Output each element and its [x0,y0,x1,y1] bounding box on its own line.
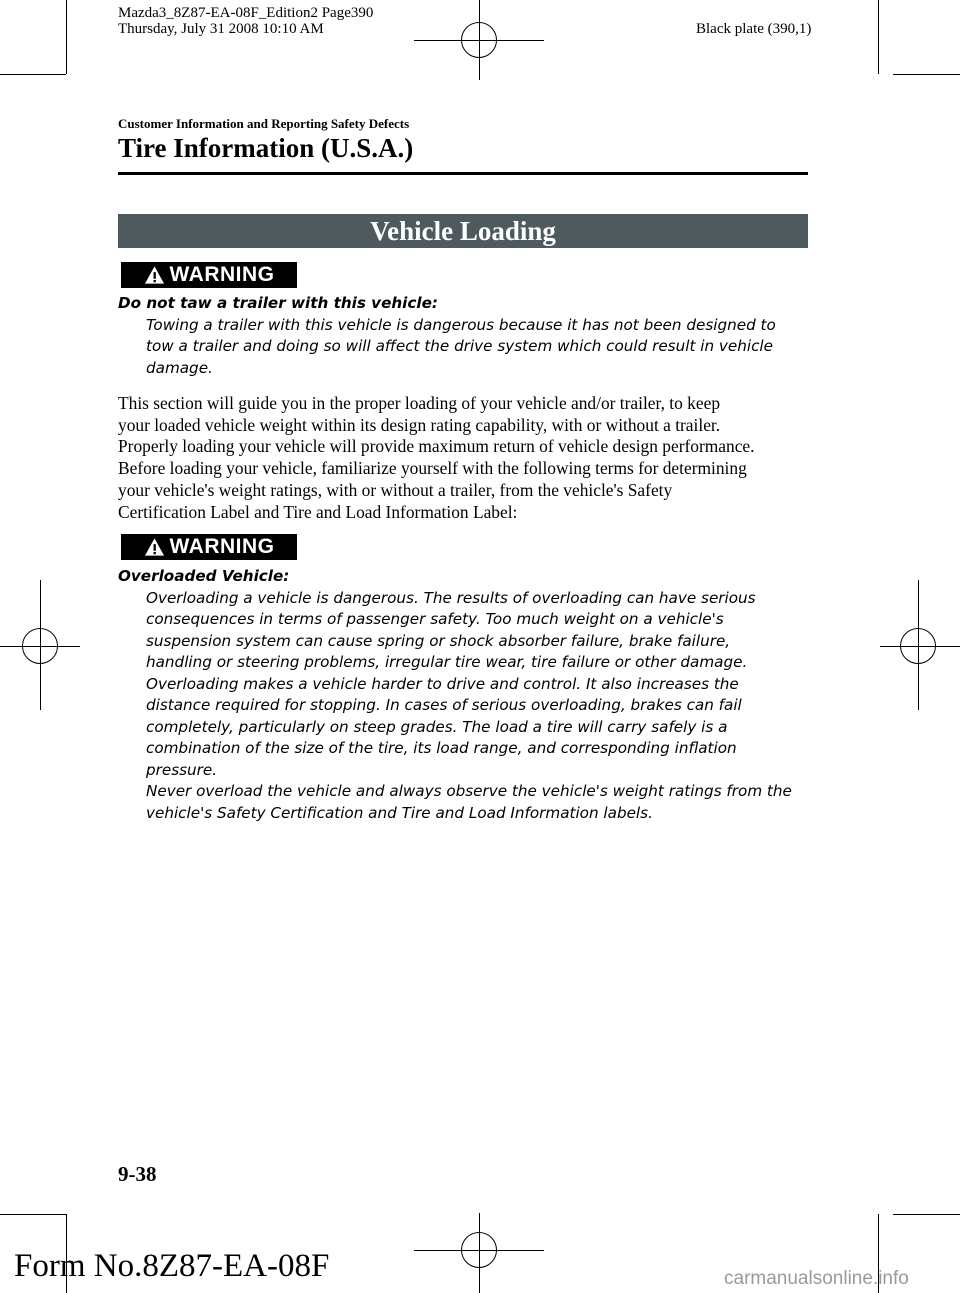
warning-triangle-icon [144,265,165,285]
warning-line: vehicle's Safety Certification and Tire and Load Information labels. [146,803,653,822]
warning-line: suspension system can cause spring or shock absorber failure, brake failure, [146,631,731,650]
warning-text-towing [118,293,818,379]
warning-line: damage. [146,358,213,377]
section-banner: Vehicle Loading [118,214,808,248]
warning-line: tow a trailer and doing so will affect the drive system which could result in vehicle [146,337,773,355]
warning-line: distance required for stopping. In cases of serious overloading, brakes can fail [146,696,742,714]
warning-line: Overloading makes a vehicle harder to drive and control. It also increases the [146,674,739,693]
paragraph-line: Properly loading your vehicle will provide maximum return of vehicle design performance. [118,436,755,457]
paragraph-line: your vehicle's weight ratings, with or without a trailer, from the vehicle's Safety [118,479,673,500]
warning-line: combination of the size of the tire, its load range, and corresponding inflation [146,739,737,757]
warning-heading: Do not taw a trailer with this vehicle: [118,294,438,312]
warning-line: consequences in terms of passenger safety. Too much weight on a vehicle's [146,610,724,628]
warning-line: completely, particularly on steep grades. The load a tire will carry safely is a [146,717,728,736]
plate-info: Black plate (390,1) [696,21,812,37]
warning-triangle-icon [144,537,165,557]
warning-label: WARNING [169,535,275,558]
warning-badge [121,262,297,288]
print-date: Thursday, July 31 2008 10:10 AM [118,21,324,37]
warning-body [118,315,818,380]
section-title: Customer Information and Reporting Safety Defects [118,116,410,131]
paragraph-line: Certification Label and Tire and Load Information Label: [118,501,518,522]
warning-badge [121,534,297,560]
warning-line: handling or steering problems, irregular tire wear, tire failure or other damage. [146,653,748,671]
warning-line: Overloading a vehicle is dangerous. The results of overloading can have serious [146,588,756,607]
chapter-title: Tire Information (U.S.A.) [118,133,414,163]
file-info: Mazda3_8Z87-EA-08F_Edition2 Page390 [118,5,374,21]
paragraph-line: your loaded vehicle weight within its design rating capability, with or without a trailer. [118,414,721,435]
paragraph-line: This section will guide you in the proper loading of your vehicle and/or trailer, to keep [118,393,721,413]
paragraph-line: Before loading your vehicle, familiarize yourself with the following terms for determining [118,458,747,479]
warning-heading: Overloaded Vehicle: [118,567,290,585]
body-paragraph [118,393,818,523]
title-rule [118,172,808,175]
warning-line: pressure. [146,760,218,779]
warning-line: Towing a trailer with this vehicle is dangerous because it has not been designed to [146,315,776,334]
warning-line: Never overload the vehicle and always observe the vehicle's weight ratings from the [146,782,792,800]
watermark: carmanualsonline.info [724,1268,909,1289]
warning-body [118,588,818,825]
warning-label: WARNING [169,263,275,286]
page-number: 9-38 [118,1162,157,1186]
form-number: Form No.8Z87-EA-08F [14,1248,330,1284]
warning-text-overloading [118,566,818,824]
